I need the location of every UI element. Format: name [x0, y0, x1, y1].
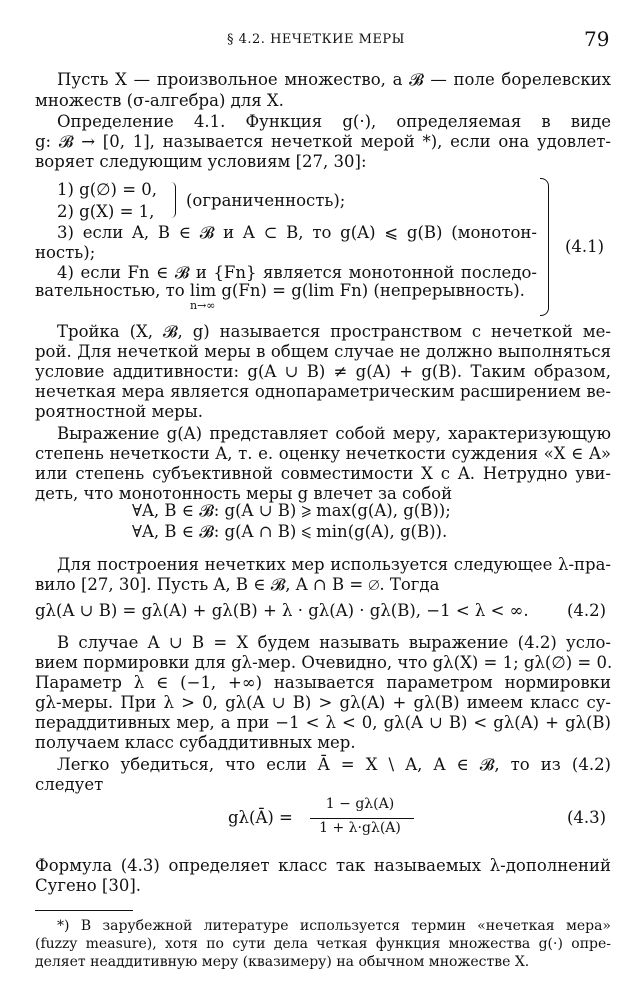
- footnote-line3: деляет неаддитивную меру (квазимеру) на обычном множестве X.: [35, 954, 530, 970]
- footnote-line2: (fuzzy measure), хотя по сути дела четкая функция множества g(·) опре-: [35, 936, 611, 952]
- boundedness-label: (ограниченность);: [186, 191, 346, 210]
- para7-line2: Сугено [30].: [35, 876, 142, 895]
- para5-line3: Параметр λ ∈ (−1, +∞) называется параметром нормировки: [35, 673, 611, 692]
- para4-line1: Для построения нечетких мер используется следующее λ-пра-: [57, 555, 611, 574]
- small-brace: [170, 182, 176, 218]
- condition-4b: вательностью, то lim g(Fn) = g(lim Fn) (непрерывность).: [35, 281, 525, 300]
- equation-label-4-1: (4.1): [565, 237, 605, 256]
- definition-line1: Определение 4.1. Функция g(·), определяемая в виде: [57, 112, 611, 131]
- para5-line6: получаем класс субаддитивных мер.: [35, 733, 356, 752]
- equation-4-3-denominator: 1 + λ·gλ(A): [319, 820, 401, 836]
- para5-line5: пераддитивных мер, а при −1 < λ < 0, gλ(A ∪ B) < gλ(A) + gλ(B): [35, 713, 611, 732]
- para2-line3: условие аддитивности: g(A ∪ B) ≠ g(A) + g(B). Таким образом,: [35, 362, 611, 381]
- para3-line2: степень нечеткости A, т. е. оценку нечеткости суждения «X ∈ A»: [35, 444, 611, 463]
- para2-line5: роятностной меры.: [35, 402, 204, 421]
- equation-label-4-3: (4.3): [567, 808, 607, 827]
- definition-line2: g: 𝓑 → [0, 1], называется нечеткой мерой *), если она удовлет-: [35, 132, 611, 151]
- para1-line2: множеств (σ-алгебра) для X.: [35, 91, 284, 110]
- para4-line2: вило [27, 30]. Пусть A, B ∈ 𝓑, A ∩ B = ∅. Тогда: [35, 575, 440, 594]
- para3-line4: деть, что монотонность меры g влечет за собой: [35, 484, 453, 503]
- condition-3a: 3) если A, B ∈ 𝓑 и A ⊂ B, то g(A) ⩽ g(B) (монотон-: [57, 223, 537, 242]
- para3-line1: Выражение g(A) представляет собой меру, характеризующую: [57, 424, 611, 443]
- equation-label-4-2: (4.2): [567, 601, 607, 620]
- para6-line2: следует: [35, 775, 104, 794]
- definition-line3: воряет следующим условиям [27, 30]:: [35, 152, 367, 171]
- condition-2: 2) g(X) = 1,: [57, 202, 155, 221]
- para1-line1: Пусть X — произвольное множество, а 𝓑 — поле борелевских: [57, 70, 611, 89]
- para2-line1: Тройка (X, 𝓑, g) называется пространством с нечеткой ме-: [57, 322, 611, 341]
- mono-formula-2: ∀A, B ∈ 𝓑: g(A ∩ B) ⩽ min(g(A), g(B)).: [132, 522, 448, 541]
- equation-4-3-fraction-bar: [310, 818, 414, 819]
- para5-line2: вием пормировки для gλ-мер. Очевидно, что gλ(X) = 1; gλ(∅) = 0.: [35, 653, 613, 672]
- large-brace: [540, 178, 549, 316]
- condition-3b: ность);: [35, 243, 96, 262]
- para2-line4: нечеткая мера является однопараметрическим расширением ве-: [35, 382, 611, 401]
- running-header: § 4.2. НЕЧЕТКИЕ МЕРЫ: [227, 32, 405, 47]
- equation-4-3-numerator: 1 − gλ(A): [325, 796, 395, 812]
- para5-line1: В случае A ∪ B = X будем называть выражение (4.2) усло-: [57, 633, 611, 652]
- mono-formula-1: ∀A, B ∈ 𝓑: g(A ∪ B) ⩾ max(g(A), g(B));: [132, 501, 451, 520]
- para7-line1: Формула (4.3) определяет класс так называемых λ-дополнений: [35, 856, 611, 875]
- para2-line2: рой. Для нечеткой меры в общем случае не должно выполняться: [35, 342, 611, 361]
- lim-subscript: n→∞: [190, 299, 216, 312]
- para3-line3: или степень субъективной совместимости X с A. Нетрудно уви-: [35, 464, 611, 483]
- equation-4-2: gλ(A ∪ B) = gλ(A) + gλ(B) + λ · gλ(A) · gλ(B), −1 < λ < ∞.: [35, 601, 529, 620]
- equation-4-3-lhs: gλ(Ā) =: [228, 808, 293, 827]
- condition-1: 1) g(∅) = 0,: [57, 180, 158, 199]
- para5-line4: gλ-меры. При λ > 0, gλ(A ∪ B) > gλ(A) + gλ(B) имеем класс су-: [35, 693, 611, 712]
- footnote-line1: *) В зарубежной литературе используется термин «нечеткая мера»: [57, 918, 611, 934]
- para6-line1: Легко убедиться, что если Ā = X \ A, A ∈ 𝓑, то из (4.2): [57, 755, 611, 774]
- footnote-rule: [35, 910, 133, 911]
- condition-4a: 4) если Fn ∈ 𝓑 и {Fn} является монотонной последо-: [57, 263, 537, 282]
- page-number: 79: [584, 27, 610, 51]
